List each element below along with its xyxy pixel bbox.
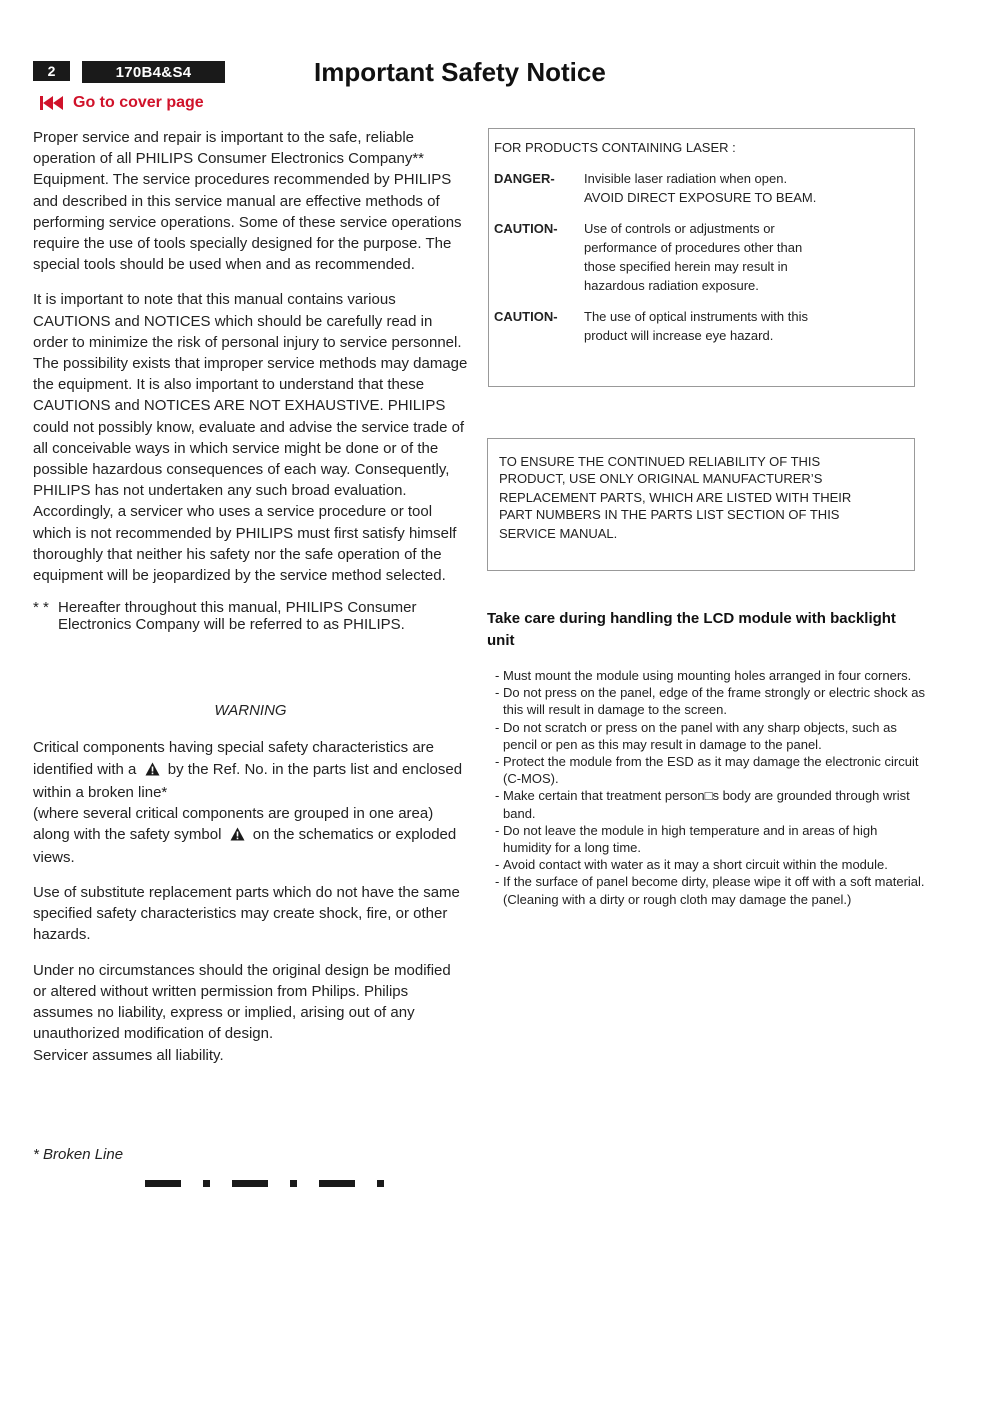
parts-notice-line: PART NUMBERS IN THE PARTS LIST SECTION OF THIS bbox=[499, 507, 840, 522]
parts-notice-line: TO ENSURE THE CONTINUED RELIABILITY OF THIS bbox=[499, 454, 821, 469]
substitute-parts-paragraph: Use of substitute replacement parts which do not have the same specified safety characteristics may create shock, fire, or other hazards. bbox=[33, 884, 460, 944]
safety-warning-icon bbox=[145, 761, 160, 782]
safety-symbol-paragraph bbox=[33, 803, 468, 868]
footnote-mark: * * bbox=[33, 599, 49, 617]
list-item: - Must mount the module using mounting holes arranged in four corners. bbox=[495, 668, 912, 683]
broken-line-symbol bbox=[145, 1177, 385, 1195]
safety-warning-icon bbox=[230, 826, 245, 847]
broken-line-note: * Broken Line bbox=[33, 1146, 124, 1163]
servicer-liability-text: Servicer assumes all liability. bbox=[33, 1046, 224, 1064]
laser-heading: FOR PRODUCTS CONTAINING LASER : bbox=[494, 140, 736, 155]
danger-text bbox=[584, 169, 884, 207]
philips-footnote bbox=[33, 599, 468, 633]
parts-notice-line: PRODUCT, USE ONLY ORIGINAL MANUFACTURER’S bbox=[499, 471, 823, 486]
page-number-badge bbox=[33, 61, 70, 81]
danger-text-line1: Invisible laser radiation when open. bbox=[584, 171, 788, 186]
laser-danger-row bbox=[494, 169, 914, 207]
parts-notice-line: SERVICE MANUAL. bbox=[499, 526, 618, 541]
list-item: - Protect the module from the ESD as it may damage the electronic circuit (C-MOS). bbox=[495, 754, 919, 787]
caution-text: The use of optical instruments with this product will increase eye hazard. bbox=[584, 309, 808, 343]
list-item: - Do not scratch or press on the panel with any sharp objects, such as pencil or pen as this may result in damage to the panel. bbox=[495, 719, 897, 752]
list-item: - Do not leave the module in high temperature and in areas of high humidity for a long time. bbox=[495, 822, 878, 856]
list-item: - Avoid contact with water as it may a short circuit within the module. bbox=[495, 857, 888, 873]
go-to-cover-label: Go to cover page bbox=[73, 94, 204, 111]
critical-text-a: Critical components having special safety characteristics are identified with a bbox=[33, 739, 435, 778]
lcd-handling-title: Take care during handling the LCD module with backlight unit bbox=[487, 610, 896, 649]
critical-text-b: by the Ref. No. in the parts list and enclosed within a broken line* bbox=[33, 760, 463, 801]
page-number: 2 bbox=[47, 63, 56, 79]
model-badge bbox=[82, 61, 225, 83]
critical-components-paragraph bbox=[33, 737, 468, 803]
caution-text: Use of controls or adjustments or performance of procedures other than those specified herein may result in hazardous radiation exposure. bbox=[584, 221, 803, 293]
left-column bbox=[33, 127, 468, 1066]
replacement-parts-notice bbox=[487, 438, 915, 571]
caution-label: CAUTION- bbox=[494, 309, 558, 324]
danger-label: DANGER- bbox=[494, 171, 555, 186]
design-modification-paragraph: Under no circumstances should the original design be modified or altered without written permission from Philips. Philips assumes no liability, express or implied, arising out of any unauthorized modification of design. bbox=[33, 961, 451, 1043]
critical-text-d: on the schematics or exploded views. bbox=[33, 826, 457, 867]
list-item: - Make certain that treatment person□s body are grounded through wrist band. bbox=[495, 788, 910, 821]
lcd-handling-list bbox=[495, 667, 925, 908]
page-title: Important Safety Notice bbox=[314, 57, 606, 87]
laser-caution-row bbox=[494, 219, 914, 295]
skip-back-icon bbox=[40, 95, 64, 111]
list-item: - If the surface of panel become dirty, please wipe it off with a soft material. (Cleaning with a dirty or rough cloth may damage the panel.) bbox=[495, 874, 925, 907]
model-name: 170B4&S4 bbox=[115, 63, 192, 81]
caution-label: CAUTION- bbox=[494, 221, 558, 236]
critical-text-c: (where several critical components are grouped in one area) along with the safety symbol bbox=[33, 805, 434, 844]
warning-title: WARNING bbox=[214, 702, 287, 720]
laser-notice-box bbox=[488, 128, 915, 387]
danger-text-line2: AVOID DIRECT EXPOSURE TO BEAM. bbox=[584, 190, 817, 205]
footnote-text: Hereafter throughout this manual, PHILIPS Consumer Electronics Company will be referred to as PHILIPS. bbox=[58, 599, 417, 634]
cautions-paragraph: It is important to note that this manual contains various CAUTIONS and NOTICES which should be carefully read in order to minimize the risk of personal injury to service personnel. The possibility exists that improper service methods may damage the equipment. It is also important to understand that these CAUTIONS and NOTICES ARE NOT EXHAUSTIVE. PHILIPS could not possibly know, evaluate and advise the service trade of all conceivable ways in which service might be done or of the possible hazardous consequences of each way. Consequently, PHILIPS has not undertaken any such broad evaluation. Accordingly, a servicer who uses a service procedure or tool which is not recommended by PHILIPS must first satisfy himself thoroughly that neither his safety nor the safe operation of the equipment will be jeopardized by the service method selected. bbox=[33, 291, 468, 585]
list-item: - Do not press on the panel, edge of the frame strongly or electric shock as this will result in damage to the screen. bbox=[495, 685, 926, 718]
intro-paragraph: Proper service and repair is important to the safe, reliable operation of all PHILIPS Consumer Electronics Company** Equipment. The service procedures recommended by PHILIPS and described in this service manual are effective methods of performing service operations. Some of these service operations require the use of tools specially designed for the purpose. The special tools should be used when and as recommended. bbox=[33, 129, 462, 274]
parts-notice-line: REPLACEMENT PARTS, WHICH ARE LISTED WITH THEIR bbox=[499, 490, 852, 505]
go-to-cover-link[interactable] bbox=[40, 94, 204, 112]
laser-caution-row bbox=[494, 307, 914, 345]
